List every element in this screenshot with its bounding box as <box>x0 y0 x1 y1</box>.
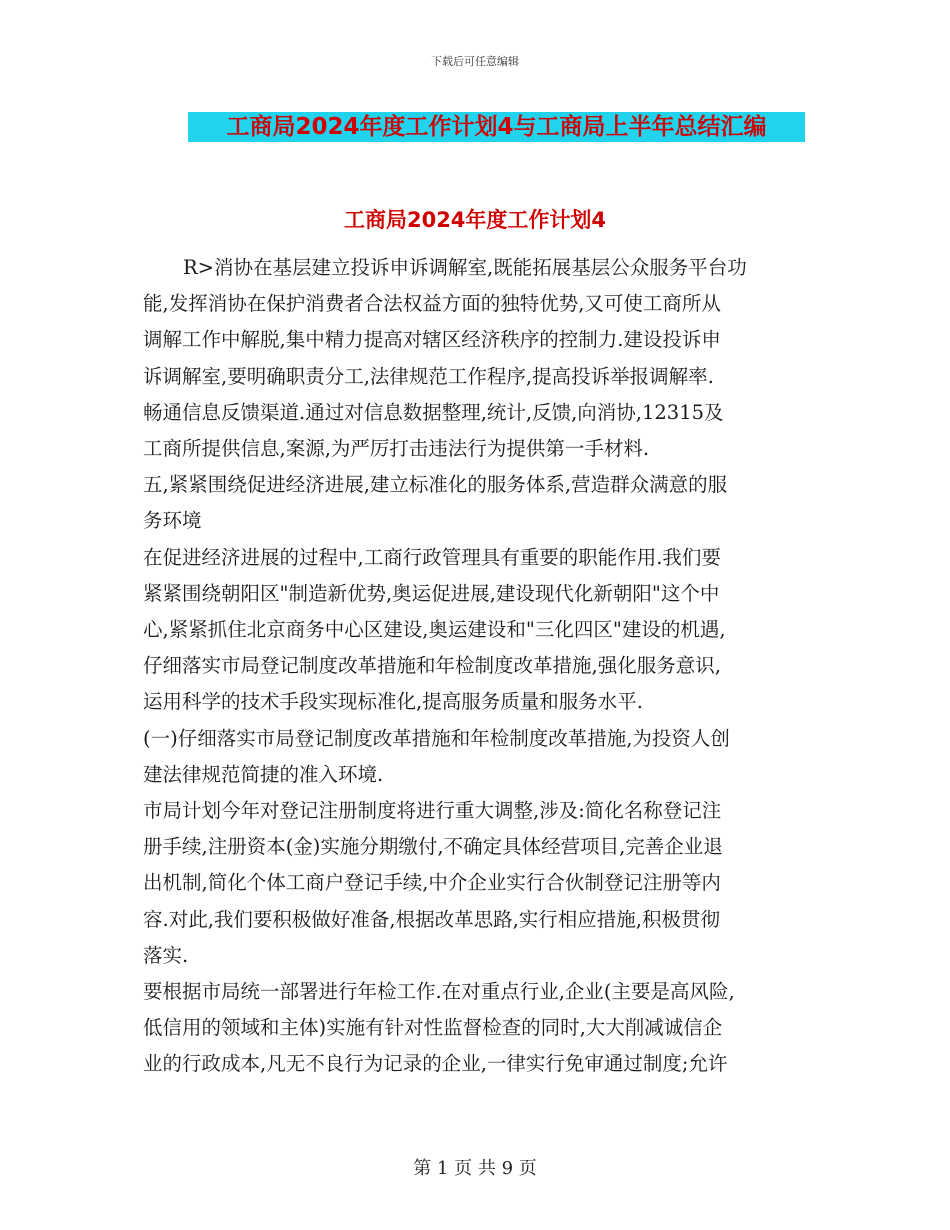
body-line: 容.对此,我们要积极做好准备,根据改革思路,实行相应措施,积极贯彻 <box>143 907 720 931</box>
body-line: 出机制,简化个体工商户登记手续,中介企业实行合伙制登记注册等内 <box>143 871 721 895</box>
body-line: 仔细落实市局登记制度改革措施和年检制度改革措施,强化服务意识, <box>143 654 721 678</box>
body-line: 紧紧围绕朝阳区"制造新优势,奥运促进展,建设现代化新朝阳"这个中 <box>143 581 720 605</box>
document-title: 工商局2024年度工作计划4与工商局上半年总结汇编 <box>188 112 805 142</box>
page-number-footer: 第 1 页 共 9 页 <box>413 1158 537 1179</box>
body-line: 务环境 <box>143 509 202 533</box>
body-line: 市局计划今年对登记注册制度将进行重大调整,涉及:简化名称登记注 <box>143 799 722 823</box>
body-line: 调解工作中解脱,集中精力提高对辖区经济秩序的控制力.建设投诉申 <box>143 328 721 352</box>
header-note: 下载后可任意编辑 <box>431 55 519 68</box>
body-line: 业的行政成本,凡无不良行为记录的企业,一律实行免审通过制度;允许 <box>143 1052 728 1076</box>
body-line: 在促进经济进展的过程中,工商行政管理具有重要的职能作用.我们要 <box>143 545 721 569</box>
body-line: R>消协在基层建立投诉申诉调解室,既能拓展基层公众服务平台功 <box>183 256 747 279</box>
body-line: (一)仔细落实市局登记制度改革措施和年检制度改革措施,为投资人创 <box>143 726 730 750</box>
section-title: 工商局2024年度工作计划4 <box>343 208 607 232</box>
body-line: 要根据市局统一部署进行年检工作.在对重点行业,企业(主要是高风险, <box>143 980 735 1004</box>
body-line: 心,紧紧抓住北京商务中心区建设,奥运建设和"三化四区"建设的机遇, <box>143 618 726 642</box>
body-line: 低信用的领域和主体)实施有针对性监督检查的同时,大大削减诚信企 <box>143 1016 723 1040</box>
body-line: 诉调解室,要明确职责分工,法律规范工作程序,提高投诉举报调解率. <box>143 364 714 388</box>
document-body <box>143 250 811 1083</box>
body-line: 建法律规范简捷的准入环境. <box>143 762 384 786</box>
body-line: 落实. <box>143 943 189 967</box>
body-line: 能,发挥消协在保护消费者合法权益方面的独特优势,又可使工商所从 <box>143 292 721 316</box>
body-line: 运用科学的技术手段实现标准化,提高服务质量和服务水平. <box>143 690 643 714</box>
body-line: 五,紧紧围绕促进经济进展,建立标准化的服务体系,营造群众满意的服 <box>143 473 728 497</box>
body-line: 册手续,注册资本(金)实施分期缴付,不确定具体经营项目,完善企业退 <box>143 835 723 859</box>
body-line: 畅通信息反馈渠道.通过对信息数据整理,统计,反馈,向消协,12315及 <box>143 400 724 424</box>
body-line: 工商所提供信息,案源,为严厉打击违法行为提供第一手材料. <box>143 437 650 461</box>
